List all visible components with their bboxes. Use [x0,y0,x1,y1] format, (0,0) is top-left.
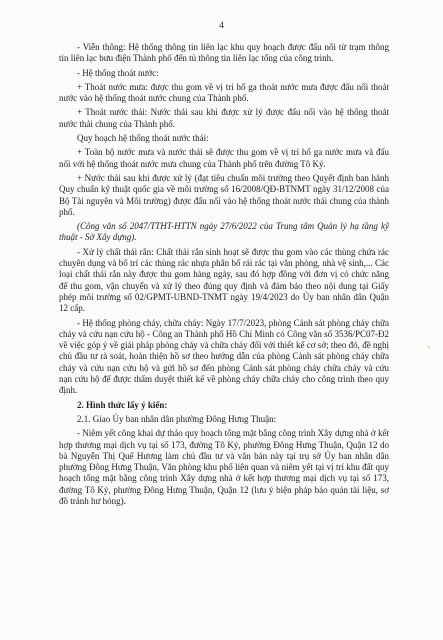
paragraph-telecom: - Viễn thông: Hệ thống thông tin liên lạc khu quy hoạch được đấu nối từ trạm thông tin liên lạc bưu điện Thành phố đến tủ thông tin liên lạc tổng của công trình. [59,42,389,64]
margin-mark: \ [428,345,430,351]
paragraph-rainwater: + Thoát nước mưa: được thu gom về vị trí hố ga thoát nước mưa được đấu nối thoát nước vào hệ thống thoát nước chung của Thành phố. [59,81,389,104]
paragraph-fire-safety: - Hệ thống phòng cháy, chữa cháy: Ngày 17/7/2023, phòng Cảnh sát phòng cháy chữa cháy và cứu nạn cứu hộ - Công an Thành phố Hồ Chí Minh có Công văn số 3536/PC07-Đ2 về việc góp ý về giải pháp phòng cháy và chữa cháy đối với thiết kế cơ sở; theo đó, đề nghị chủ đầu tư rà soát, hoàn thiện hồ sơ theo hướng dẫn của phòng Cảnh sát phòng cháy chữa cháy và cứu nạn cứu hộ và gửi hồ sơ đến phòng Cảnh sát phòng cháy chữa cháy và cứu nạn cứu hộ để được thẩm duyệt thiết kế về phòng cháy chữa cháy cho công trình theo quy định. [59,317,389,396]
section-heading-consultation: 2. Hình thức lấy ý kiến: [77,399,168,410]
paragraph-solid-waste: - Xử lý chất thải rắn: Chất thải rắn sinh hoạt sẽ được thu gom vào các thùng chứa rác chuyên dụng và bố trí các thùng rác nhựa phân bố rải rác tại văn phòng, nhà vệ sinh,... Các loại chất thải rắn này được thu gom hàng ngày, sau đó hợp đồng với đơn vị có chức năng để thu gom, vận chuyển và xử lý theo đúng quy định và đảm bảo theo nội dung tại Giấy phép môi trường số 02/GPMT-UBND-TNMT ngày 19/4/2023 do Ủy ban nhân dân Quận 12 cấp. [59,246,389,314]
paragraph-wastewater-plan-heading: Quy hoạch hệ thống thoát nước thải: [77,133,209,144]
document-body [59,42,389,510]
page-number: 4 [219,21,224,31]
paragraph-reference-note: (Công văn số 2047/TTHT-HTTN ngày 27/6/2022 của Trung tâm Quản lý hạ tầng kỹ thuật - Sở Xây dựng). [59,221,389,243]
paragraph-wastewater: + Thoát nước thải: Nước thải sau khi được xử lý được đấu nối vào hệ thống thoát nước thải chung của Thành phố. [59,107,389,129]
paragraph-public-posting: - Niêm yết công khai dự thảo quy hoạch tổng mặt bằng công trình Xây dựng nhà ở kết hợp thương mại dịch vụ tại số 173, đường Tô Ký, phường Đông Hưng Thuận, Quận 12 do bà Nguyễn Thị Quế Hương làm chủ đầu tư và văn bản này tại trụ sở Ủy ban nhân dân phường Đông Hưng Thuận, Văn phòng khu phố liên quan và niêm yết tại vị trí khu đất quy hoạch tổng mặt bằng công trình Xây dựng nhà ở kết hợp thương mại dịch vụ tại số 173, đường Tô Ký, phường Đông Hưng Thuận, Quận 12 (lưu ý biện pháp bảo quản tài liệu, sơ đồ tránh hư hỏng). [59,428,389,506]
paragraph-treated-wastewater: + Nước thải sau khi được xử lý (đạt tiêu chuẩn môi trường theo Quyết định ban hành Quy chuẩn kỹ thuật quốc gia về môi trường số 16/2008/QĐ-BTNMT ngày 31/12/2008 của Bộ Tài nguyên và Môi trường) được đấu nối vào hệ thống thoát nước thải chung của thành phố. [59,172,389,217]
subsection-heading-ward: 2.1. Giao Ủy ban nhân dân phường Đông Hưng Thuận: [77,413,277,424]
paragraph-collection: + Toàn bộ nước mưa và nước thải sẽ được thu gom về vị trí hố ga nước mưa và đấu nối với hệ thống thoát nước mưa chung của Thành phố trên đường Tô Ký. [59,147,389,169]
paragraph-drainage-heading: - Hệ thống thoát nước: [77,67,159,78]
